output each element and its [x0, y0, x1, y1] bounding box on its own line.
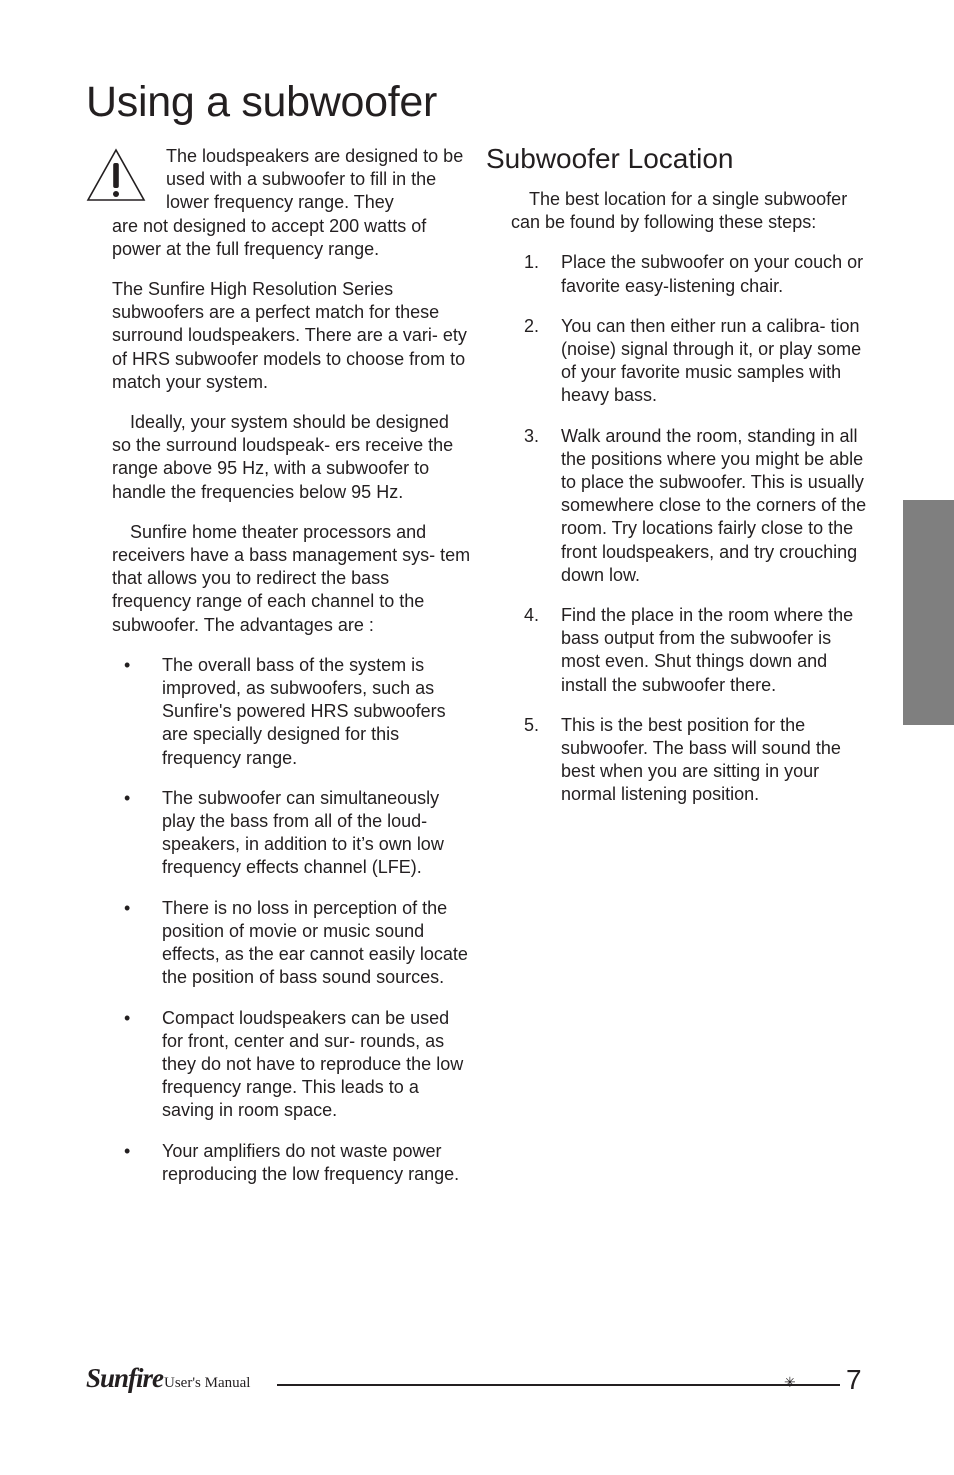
list-item — [112, 787, 472, 880]
steps-list — [511, 251, 871, 806]
list-item — [112, 1140, 472, 1186]
step-item — [511, 604, 871, 697]
list-item-text: There is no loss in perception of the position of movie or music sound effects, as the ear cannot easily locate the position of bass sound sources. — [162, 897, 468, 988]
right-column — [486, 142, 871, 824]
step-item — [511, 425, 871, 587]
section-intro: The best location for a single subwoofer can be found by following these steps: — [511, 189, 848, 233]
section-heading: Subwoofer Location — [486, 143, 734, 174]
bullet-marker: • — [124, 654, 131, 675]
list-item — [112, 897, 472, 990]
step-text: This is the best position for the subwoofer. The bass will sound the best when you are sitting in your normal listening position. — [561, 714, 841, 805]
right-body — [486, 188, 871, 807]
page-number: 7 — [846, 1364, 862, 1395]
step-number: 5. — [524, 714, 540, 735]
side-tab — [903, 500, 954, 725]
list-item-text: Your amplifiers do not waste power reproducing the low frequency range. — [162, 1140, 460, 1184]
warning-paragraph — [112, 145, 472, 261]
list-item-text: The subwoofer can simultaneously play the bass from all of the loud- speakers, in addition to it’s own low frequency effects channel (LFE). — [162, 787, 444, 878]
step-text: You can then either run a calibra- tion (noise) signal through it, or play some of your favorite music samples with heavy bass. — [561, 315, 862, 406]
warning-text-lead: The loudspeakers are designed to be used with a subwoofer to fill in the lower frequency range. They — [166, 146, 464, 213]
paragraph-bass-management: Sunfire home theater processors and receivers have a bass management sys- tem that allows you to redirect the bass frequency range of each channel to the subwoofer. The advantages are : — [112, 521, 471, 635]
bullet-marker: • — [124, 787, 131, 808]
step-number: 2. — [524, 315, 540, 336]
paragraph-ideally: Ideally, your system should be designed so the surround loudspeak- ers receive the range above 95 Hz, with a subwoofer to handle the frequencies below 95 Hz. — [112, 412, 454, 502]
brand-logo: Sunfire — [86, 1363, 164, 1393]
list-item — [112, 654, 472, 770]
list-item — [112, 1007, 472, 1123]
step-text: Place the subwoofer on your couch or favorite easy-listening chair. — [561, 252, 864, 296]
star-icon: ✳ — [784, 1374, 796, 1390]
step-item — [511, 315, 871, 408]
step-text: Walk around the room, standing in all the positions where you might be able to place the subwoofer. This is usually somewhere close to the corners of the room. Try locations fairly close to the front loudspeakers, and try crouching down low. — [561, 425, 867, 585]
step-number: 4. — [524, 605, 540, 626]
page-title: Using a subwoofer — [86, 78, 438, 126]
advantages-list — [112, 654, 472, 1186]
manual-label: User's Manual — [164, 1375, 251, 1391]
warning-text-rest: are not designed to accept 200 watts of power at the full frequency range. — [112, 215, 427, 259]
step-item — [511, 251, 871, 297]
paragraph-hrs: The Sunfire High Resolution Series subwoofers are a perfect match for these surround loudspeakers. There are a vari- ety of HRS subwoofer models to choose from to match your system. — [112, 279, 467, 392]
bullet-marker: • — [124, 1007, 131, 1028]
step-item — [511, 714, 871, 807]
list-item-text: The overall bass of the system is improved, as subwoofers, such as Sunfire's powered HRS subwoofers are specially designed for this frequency range. — [162, 654, 446, 768]
step-number: 3. — [524, 425, 540, 446]
bullet-marker: • — [124, 1140, 131, 1161]
footer-rule — [277, 1384, 840, 1386]
left-column — [112, 145, 472, 1203]
page-footer — [86, 1360, 876, 1400]
step-number: 1. — [524, 252, 540, 273]
step-text: Find the place in the room where the bass output from the subwoofer is most even. Shut things down and install the subwoofer there. — [561, 605, 854, 695]
list-item-text: Compact loudspeakers can be used for front, center and sur- rounds, as they do not have to reproduce the low frequency range. This leads to a saving in room space. — [162, 1007, 464, 1121]
bullet-marker: • — [124, 897, 131, 918]
